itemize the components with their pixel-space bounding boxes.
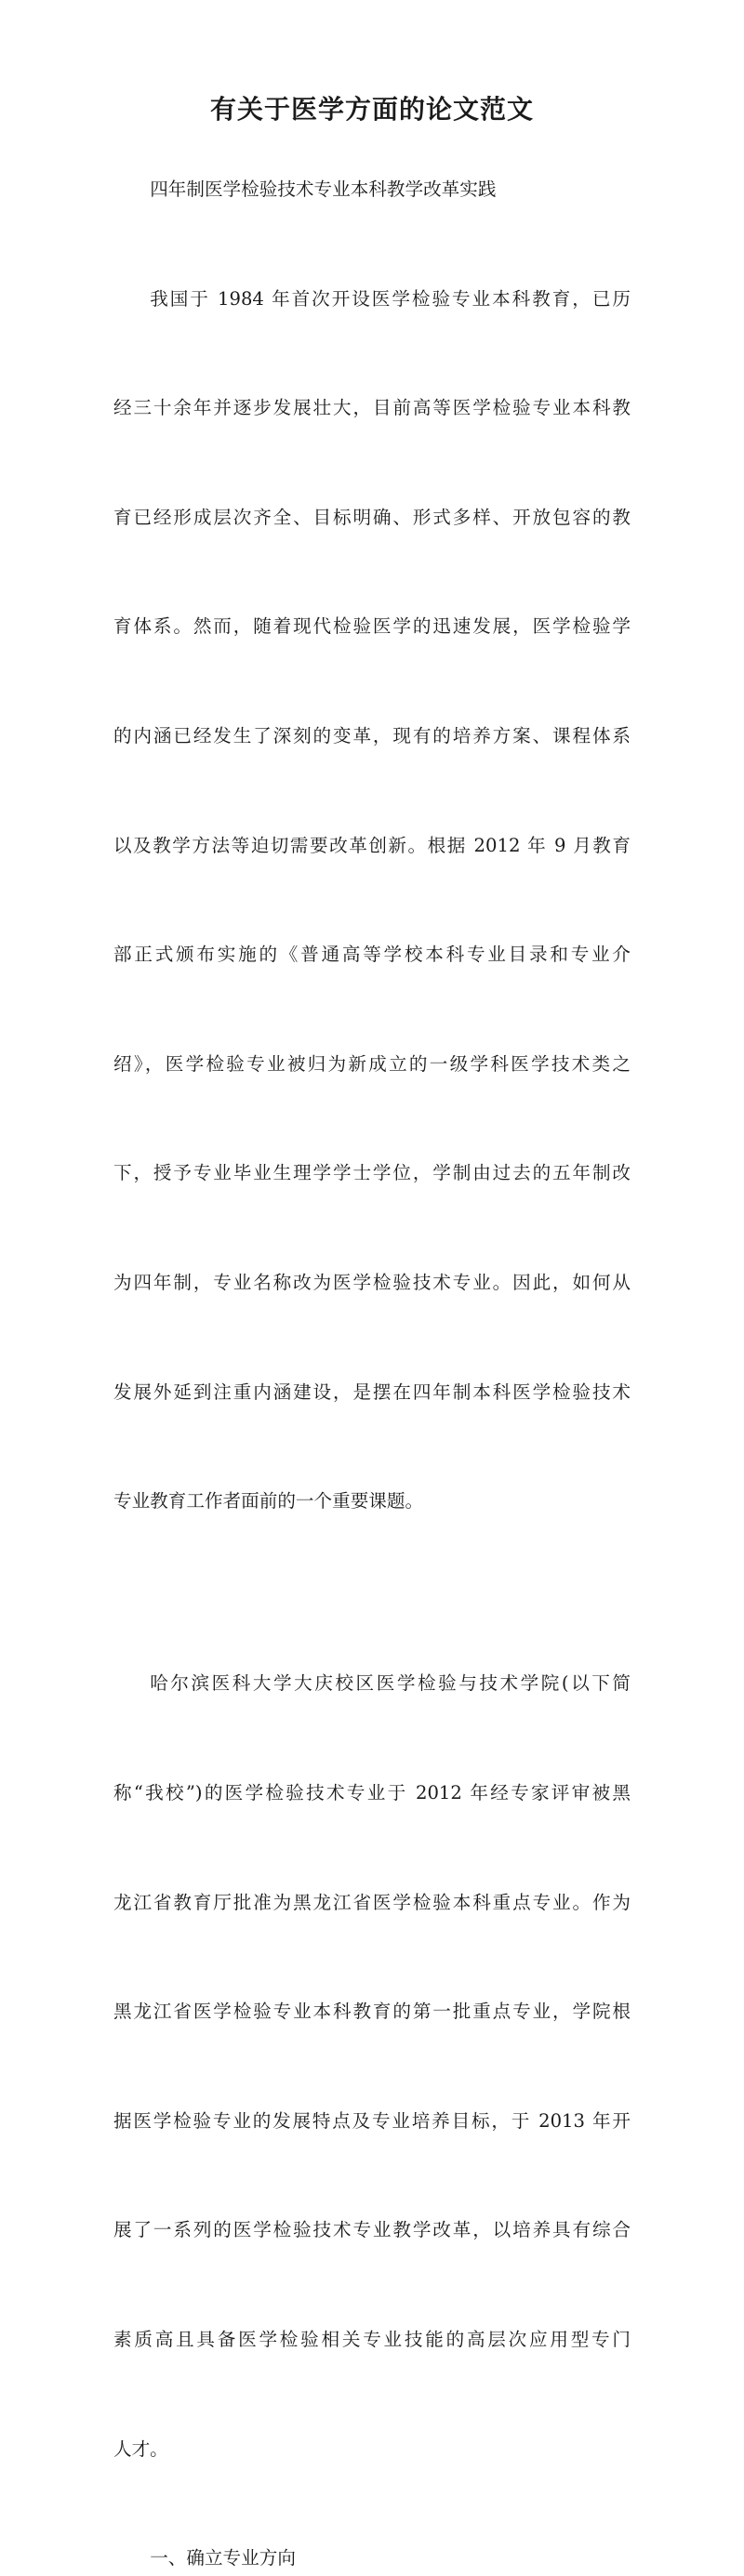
paragraph-line: 哈尔滨医科大学大庆校区医学检验与技术学院(以下简 bbox=[150, 1672, 631, 1695]
paragraph-line: 称“我校”)的医学检验技术专业于 2012 年经专家评审被黑 bbox=[113, 1781, 631, 1803]
paragraph-line: 素质高且具备医学检验相关专业技能的高层次应用型专门 bbox=[113, 2328, 631, 2350]
paragraph-line: 发展外延到注重内涵建设，是摆在四年制本科医学检验技术 bbox=[113, 1380, 631, 1403]
paragraph-line: 以及教学方法等迫切需要改革创新。根据 2012 年 9 月教育 bbox=[113, 834, 631, 856]
paragraph-line: 专业教育工作者面前的一个重要课题。 bbox=[113, 1490, 424, 1513]
paragraph-1 bbox=[113, 207, 631, 1592]
paragraph-line: 人才。 bbox=[113, 2437, 168, 2460]
paragraph-line: 据医学检验专业的发展特点及专业培养目标，于 2013 年开 bbox=[113, 2109, 631, 2132]
article-subtitle-text: 四年制医学检验技术专业本科教学改革实践 bbox=[150, 178, 497, 200]
document-body bbox=[113, 171, 631, 2576]
paragraph-line: 黑龙江省医学检验专业本科教育的第一批重点专业，学院根 bbox=[113, 2001, 631, 2023]
paragraph-2 bbox=[113, 1592, 631, 2540]
section-heading bbox=[113, 2540, 631, 2576]
paragraph-line: 展了一系列的医学检验技术专业教学改革，以培养具有综合 bbox=[113, 2219, 631, 2241]
paragraph-line: 绍》，医学检验专业被归为新成立的一级学科医学技术类之 bbox=[113, 1052, 631, 1075]
document-title: 有关于医学方面的论文范文 bbox=[209, 94, 534, 125]
section-heading-text: 一、确立专业方向 bbox=[150, 2547, 296, 2569]
paragraph-line: 我国于 1984 年首次开设医学检验专业本科教育，已历 bbox=[150, 287, 631, 310]
paragraph-line: 龙江省教育厅批准为黑龙江省医学检验本科重点专业。作为 bbox=[113, 1891, 631, 1913]
paragraph-line: 育体系。然而，随着现代检验医学的迅速发展，医学检验学 bbox=[113, 615, 631, 638]
paragraph-line: 经三十余年并逐步发展壮大，目前高等医学检验专业本科教 bbox=[113, 397, 631, 419]
paragraph-line: 的内涵已经发生了深刻的变革，现有的培养方案、课程体系 bbox=[113, 725, 631, 747]
article-subtitle bbox=[113, 171, 631, 207]
paragraph-line: 下，授予专业毕业生理学学士学位，学制由过去的五年制改 bbox=[113, 1162, 631, 1184]
paragraph-line: 为四年制，专业名称改为医学检验技术专业。因此，如何从 bbox=[113, 1272, 631, 1294]
paragraph-line: 育已经形成层次齐全、目标明确、形式多样、开放包容的教 bbox=[113, 506, 631, 528]
paragraph-line: 部正式颁布实施的《普通高等学校本科专业目录和专业介 bbox=[113, 944, 631, 966]
